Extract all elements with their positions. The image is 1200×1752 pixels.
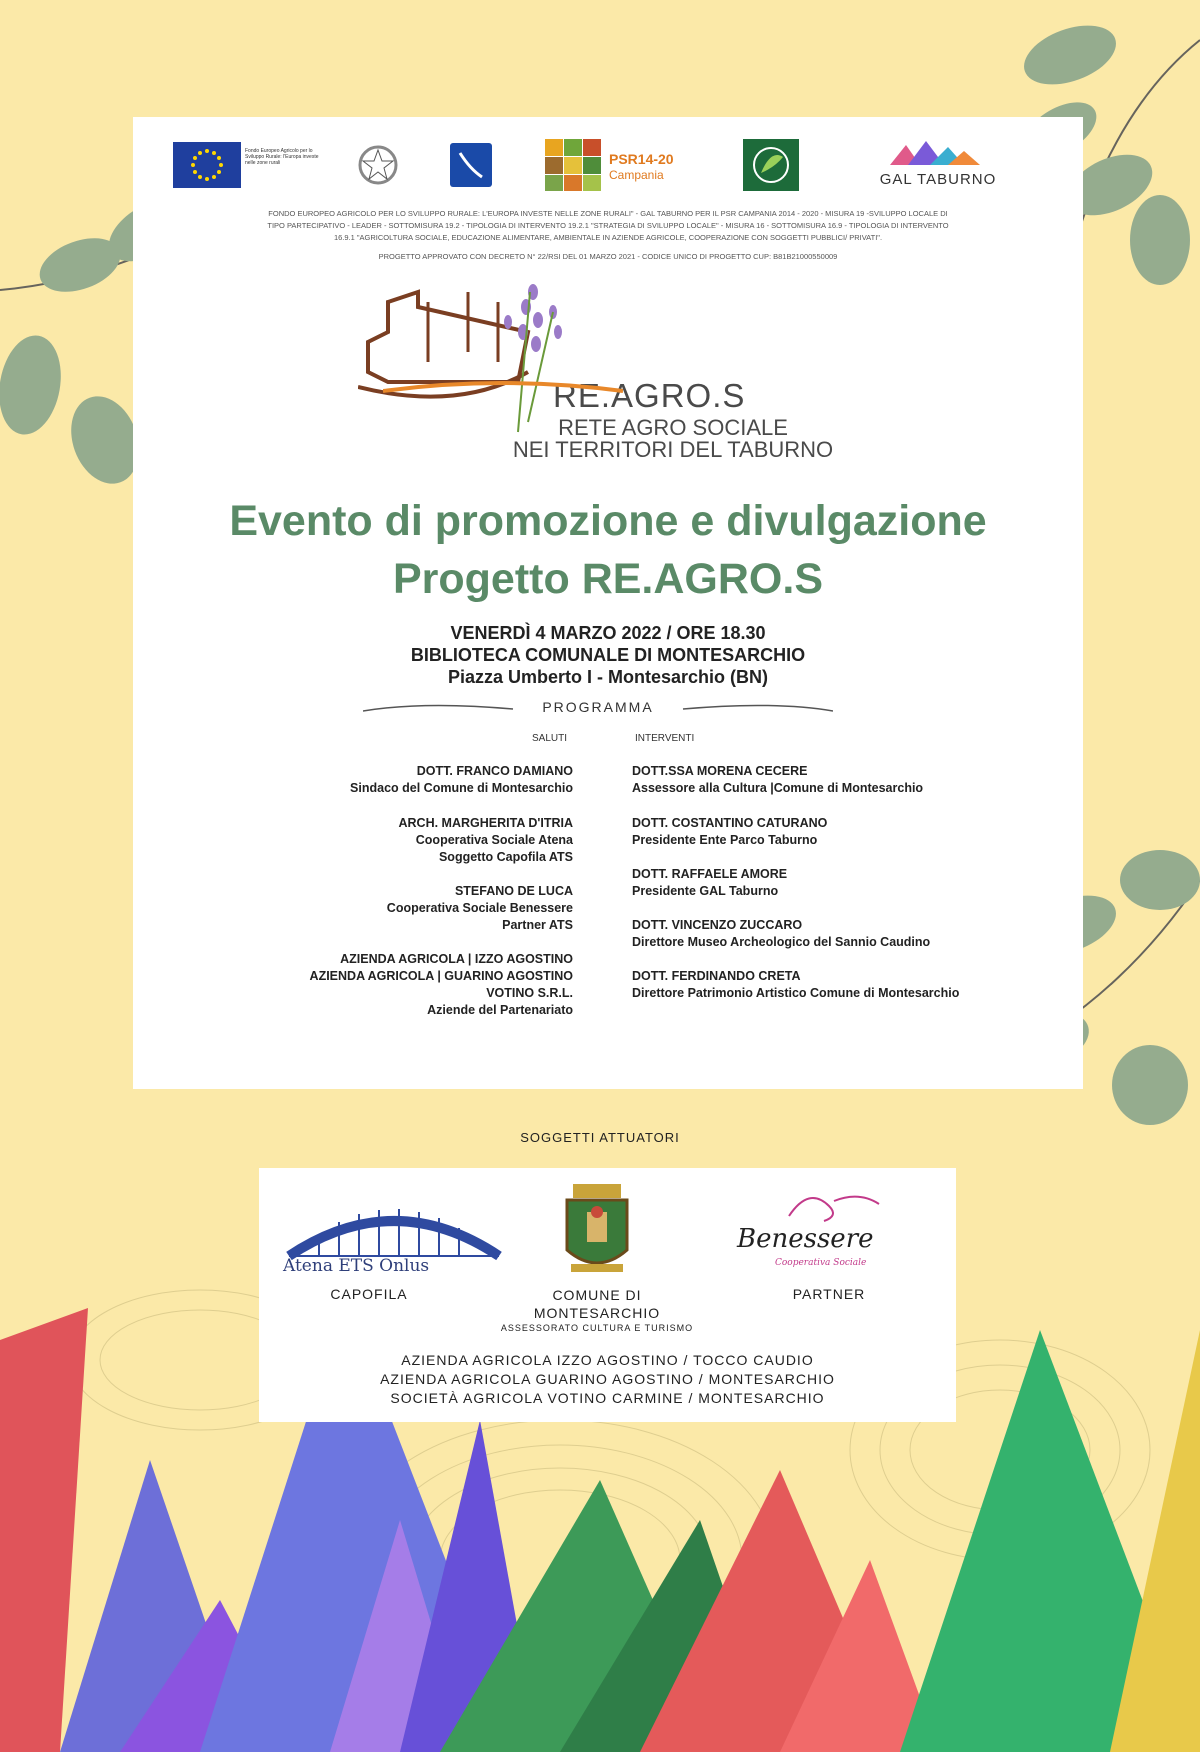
funding-line-3: 16.9.1 "AGRICOLTURA SOCIALE, EDUCAZIONE ALIMENTARE, AMBIENTALE IN AZIENDE AGRICOLE, COOPERAZIONE CON SOGGETTI PUBBLICI/ PRIVATI". bbox=[333, 233, 883, 242]
interventi-entry bbox=[632, 917, 1072, 951]
speaker-name: DOTT. COSTANTINO CATURANO bbox=[632, 816, 828, 830]
speaker-role: Assessore alla Cultura |Comune di Montesarchio bbox=[632, 781, 924, 795]
comune-line-1: COMUNE DI bbox=[552, 1287, 642, 1303]
farm-line-3: SOCIETÀ AGRICOLA VOTINO CARMINE / MONTESARCHIO bbox=[390, 1390, 825, 1406]
interventi-entry bbox=[632, 866, 1072, 900]
speaker-name: DOTT. FERDINANDO CRETA bbox=[632, 969, 801, 983]
partners-panel bbox=[259, 1168, 956, 1422]
programma-header bbox=[363, 697, 833, 721]
event-address: Piazza Umberto I - Montesarchio (BN) bbox=[447, 667, 769, 687]
speaker-name: DOTT. RAFFAELE AMORE bbox=[632, 867, 788, 881]
leader-logo bbox=[743, 139, 799, 196]
atena-logo-text: Atena ETS Onlus bbox=[283, 1256, 430, 1276]
benessere-sub-text: Cooperativa Sociale bbox=[775, 1258, 867, 1268]
eu-logo bbox=[173, 142, 323, 193]
event-title-line-1: Evento di promozione e divulgazione bbox=[229, 497, 987, 545]
speaker-name: AZIENDA AGRICOLA | GUARINO AGOSTINO bbox=[309, 969, 573, 983]
leader-leaf-icon bbox=[743, 139, 799, 191]
speaker-role: Direttore Patrimonio Artistico Comune di Montesarchio bbox=[632, 986, 960, 1000]
speaker-name: STEFANO DE LUCA bbox=[454, 884, 573, 898]
farm-line-2: AZIENDA AGRICOLA GUARINO AGOSTINO / MONTESARCHIO bbox=[380, 1371, 835, 1387]
speaker-role: Partner ATS bbox=[502, 918, 573, 932]
speaker-role: Presidente Ente Parco Taburno bbox=[632, 833, 818, 847]
interventi-entry bbox=[632, 815, 1072, 849]
farm-line-1: AZIENDA AGRICOLA IZZO AGOSTINO / TOCCO CAUDIO bbox=[401, 1352, 814, 1368]
star-emblem-icon bbox=[358, 141, 398, 189]
benessere-swirl-icon bbox=[729, 1186, 909, 1226]
event-date: VENERDÌ 4 MARZO 2022 / ORE 18.30 bbox=[450, 623, 766, 643]
speaker-name: DOTT. VINCENZO ZUCCARO bbox=[632, 918, 803, 932]
event-title-line-2: Progetto RE.AGRO.S bbox=[392, 555, 824, 603]
benessere-logo-text: Benessere bbox=[737, 1224, 874, 1254]
reagros-tagline bbox=[473, 417, 873, 461]
interventi-column bbox=[632, 763, 1072, 1003]
atena-role: CAPOFILA bbox=[330, 1286, 408, 1302]
psr-logo bbox=[545, 139, 705, 196]
speaker-role: Cooperativa Sociale Atena bbox=[415, 833, 573, 847]
saluti-entry bbox=[253, 883, 573, 934]
reagros-tagline-2: NEI TERRITORI DEL TABURNO bbox=[512, 437, 834, 462]
speaker-role: Sindaco del Comune di Montesarchio bbox=[350, 781, 573, 795]
saluti-column bbox=[253, 763, 573, 1023]
saluti-heading: SALUTI bbox=[532, 733, 568, 744]
event-venue: BIBLIOTECA COMUNALE DI MONTESARCHIO bbox=[410, 645, 806, 665]
comune-line-2: MONTESARCHIO bbox=[533, 1305, 661, 1321]
reagros-tagline-1: RETE AGRO SOCIALE bbox=[558, 415, 788, 440]
funding-approval: PROGETTO APPROVATO CON DECRETO N° 22/RSI DEL 01 MARZO 2021 - CODICE UNICO DI PROGETTO CUP: B81B21000550009 bbox=[378, 252, 838, 261]
psr-sub-label: Campania bbox=[609, 168, 664, 182]
speaker-name: VOTINO S.R.L. bbox=[486, 986, 573, 1000]
interventi-entry bbox=[632, 968, 1072, 1002]
region-shield-icon bbox=[448, 141, 494, 191]
speaker-role: Direttore Museo Archeologico del Sannio Caudino bbox=[632, 935, 931, 949]
saluti-entry bbox=[253, 815, 573, 866]
eu-flag-icon bbox=[173, 142, 241, 188]
eu-caption: Fondo Europeo Agricolo per lo Sviluppo Rurale: l'Europa investe nelle zone rurali bbox=[245, 148, 319, 166]
speaker-role: Cooperativa Sociale Benessere bbox=[386, 901, 573, 915]
speaker-name: ARCH. MARGHERITA D'ITRIA bbox=[398, 816, 573, 830]
interventi-entry bbox=[632, 763, 1072, 797]
speaker-role: Aziende del Partenariato bbox=[427, 1003, 573, 1017]
speaker-name: DOTT. FRANCO DAMIANO bbox=[416, 764, 573, 778]
gal-mountains-icon bbox=[890, 139, 980, 167]
comune-label bbox=[497, 1286, 697, 1322]
funding-line-2: TIPO PARTECIPATIVO - LEADER - SOTTOMISURA 19.2 - TIPOLOGIA DI INTERVENTO 19.2.1 "STRATEGIA DI SVILUPPO LOCALE" - MISURA 16 - SOTTOMISURA 16.9 - TIPOLOGIA DI INTERVENTO bbox=[267, 221, 949, 230]
speaker-role: Soggetto Capofila ATS bbox=[438, 850, 573, 864]
programma-label: PROGRAMMA bbox=[542, 699, 654, 715]
italy-emblem bbox=[358, 141, 398, 194]
reagros-name: RE.AGRO.S bbox=[553, 377, 746, 414]
saluti-entry bbox=[253, 951, 573, 1019]
psr-label: PSR14-20 bbox=[609, 151, 674, 167]
psr-mosaic-icon bbox=[545, 139, 601, 191]
speaker-role: Presidente GAL Taburno bbox=[632, 884, 779, 898]
speaker-name: AZIENDA AGRICOLA | IZZO AGOSTINO bbox=[340, 952, 573, 966]
event-card bbox=[133, 117, 1083, 1089]
funder-logos bbox=[173, 137, 1043, 207]
orange-swoosh-icon bbox=[383, 379, 623, 399]
comune-assessorato: ASSESSORATO CULTURA E TURISMO bbox=[500, 1323, 694, 1333]
funding-line-1: FONDO EUROPEO AGRICOLO PER LO SVILUPPO RURALE: L'EUROPA INVESTE NELLE ZONE RURALI" - GAL TABURNO PER IL PSR CAMPANIA 2014 - 2020 - MISURA 19 -SVILUPPO LOCALE DI bbox=[268, 209, 948, 218]
benessere-role: PARTNER bbox=[792, 1286, 866, 1302]
partner-farms bbox=[259, 1351, 956, 1408]
attuatori-heading: SOGGETTI ATTUATORI bbox=[520, 1130, 680, 1145]
gal-label: GAL TABURNO bbox=[879, 171, 997, 188]
interventi-heading: INTERVENTI bbox=[635, 733, 695, 744]
montesarchio-crest-icon bbox=[561, 1180, 633, 1280]
saluti-entry bbox=[253, 763, 573, 797]
campania-region-logo bbox=[448, 141, 494, 196]
speaker-name: DOTT.SSA MORENA CECERE bbox=[632, 764, 808, 778]
